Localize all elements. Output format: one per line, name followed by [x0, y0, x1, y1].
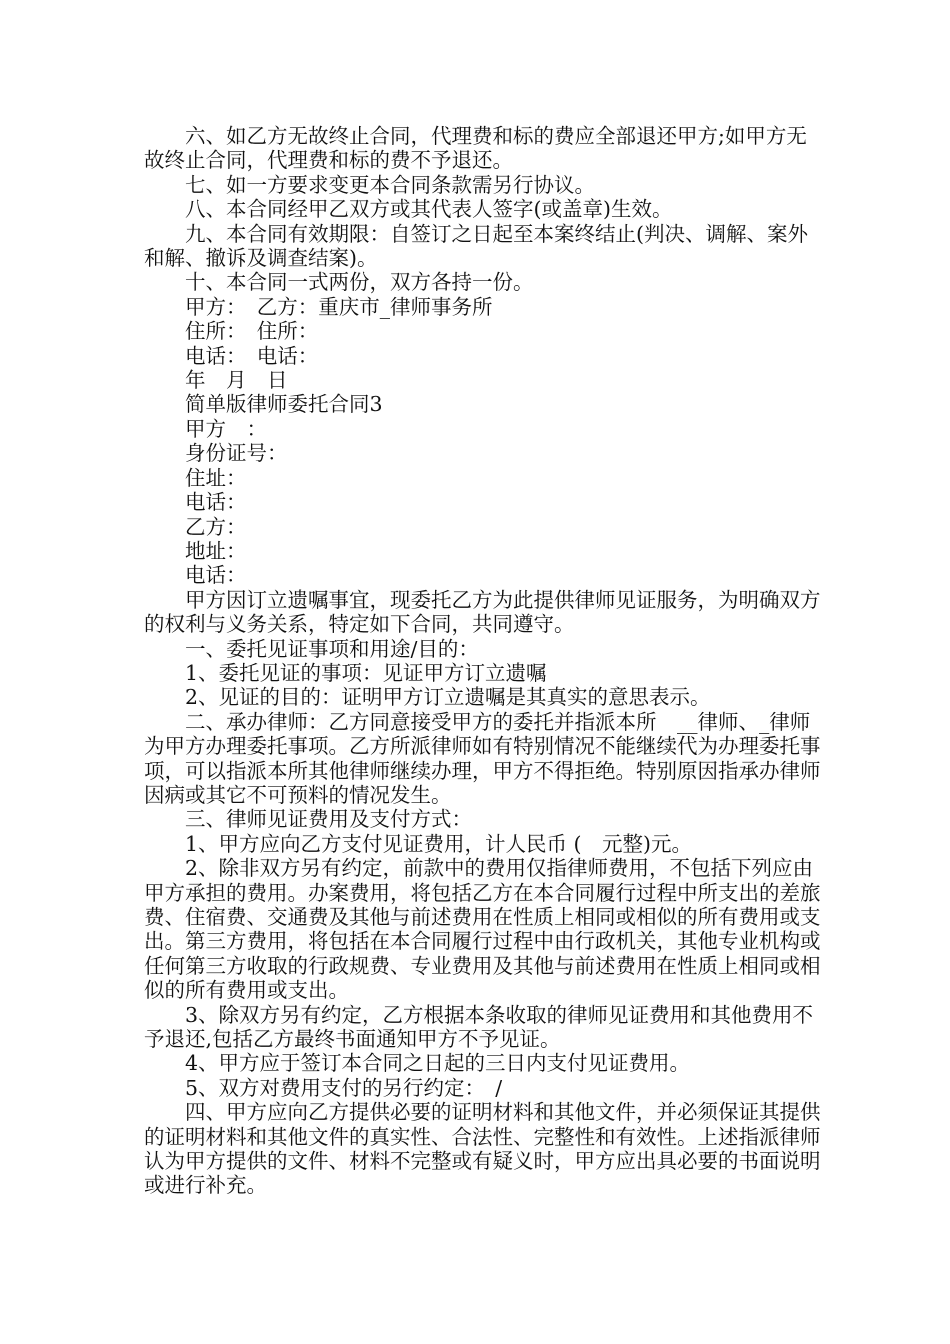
section-1-item-1: 1、委托见证的事项：见证甲方订立遗嘱: [185, 660, 547, 685]
signature-address: 住所： 住所：: [185, 319, 319, 344]
clause-8: 八、本合同经甲乙双方或其代表人签字(或盖章)生效。: [185, 197, 673, 222]
section-3-item-5: 5、双方对费用支付的另行约定： /: [185, 1075, 503, 1100]
clause-9: 九、本合同有效期限：自签订之日起至本案终结止(判决、调解、案外和解、撤诉及调查结案)。: [144, 221, 808, 271]
section-3-item-1: 1、甲方应向乙方支付见证费用，计人民币 ( 元整)元。: [185, 831, 693, 856]
section-1-heading: 一、委托见证事项和用途/目的：: [185, 636, 479, 661]
section-3-item-3: 3、除双方另有约定，乙方根据本条收取的律师见证费用和其他费用不予退还,包括乙方最终书面通知甲方不予见证。: [144, 1002, 814, 1052]
contract-title: 简单版律师委托合同3: [185, 392, 383, 417]
section-3-item-2: 2、除非双方另有约定，前款中的费用仅指律师费用，不包括下列应由甲方承担的费用。办案费用，将包括乙方在本合同履行过程中所支出的差旅费、住宿费、交通费及其他与前述费用在性质上相同或相似的所有费用或支出。第三方费用，将包括在本合同履行过程中由行政机关，其他专业机构或任何第三方收取的行政规费、专业费用及其他与前述费用在性质上相同或相似的所有费用或支出。: [144, 856, 821, 1003]
clause-7: 七、如一方要求变更本合同条款需另行协议。: [185, 172, 595, 197]
preamble: 甲方因订立遗嘱事宜，现委托乙方为此提供律师见证服务，为明确双方的权利与义务关系，特定如下合同，共同遵守。: [144, 587, 821, 637]
section-1-item-2: 2、见证的目的：证明甲方订立遗嘱是其真实的意思表示。: [185, 685, 711, 710]
party-a-address-label: 住址：: [185, 465, 247, 490]
party-b-address-label: 地址：: [185, 538, 247, 563]
party-b-label: 乙方：: [185, 514, 247, 539]
party-a-phone-label: 电话：: [185, 490, 247, 515]
section-3-item-4: 4、甲方应于签订本合同之日起的三日内支付见证费用。: [185, 1051, 691, 1076]
contract-text: [144, 124, 824, 1198]
section-2: 二、承办律师：乙方同意接受甲方的委托并指派本所 __律师、_律师为甲方办理委托事项。乙方所派律师如有特别情况不能继续代为办理委托事项，可以指派本所其他律师继续办理，甲方不得拒绝。特别原因指承办律师因病或其它不可预料的情况发生。: [144, 709, 821, 807]
clause-6: 六、如乙方无故终止合同，代理费和标的费应全部退还甲方;如甲方无故终止合同，代理费和标的费不予退还。: [144, 124, 807, 173]
party-b-phone-label: 电话：: [185, 563, 247, 588]
signature-phone: 电话： 电话：: [185, 343, 319, 368]
party-a-label: 甲方 ：: [185, 416, 267, 441]
clause-10: 十、本合同一式两份，双方各持一份。: [185, 270, 534, 295]
section-4: 四、甲方应向乙方提供必要的证明材料和其他文件，并必须保证其提供的证明材料和其他文件的真实性、合法性、完整性和有效性。上述指派律师认为甲方提供的文件、材料不完整或有疑义时，甲方应出具必要的书面说明或进行补充。: [144, 1100, 821, 1198]
signature-date: 年 月 日: [185, 368, 288, 393]
id-number-label: 身份证号：: [185, 441, 288, 466]
section-3-heading: 三、律师见证费用及支付方式：: [185, 807, 472, 832]
signature-parties: 甲方： 乙方：重庆市_律师事务所: [185, 294, 493, 319]
